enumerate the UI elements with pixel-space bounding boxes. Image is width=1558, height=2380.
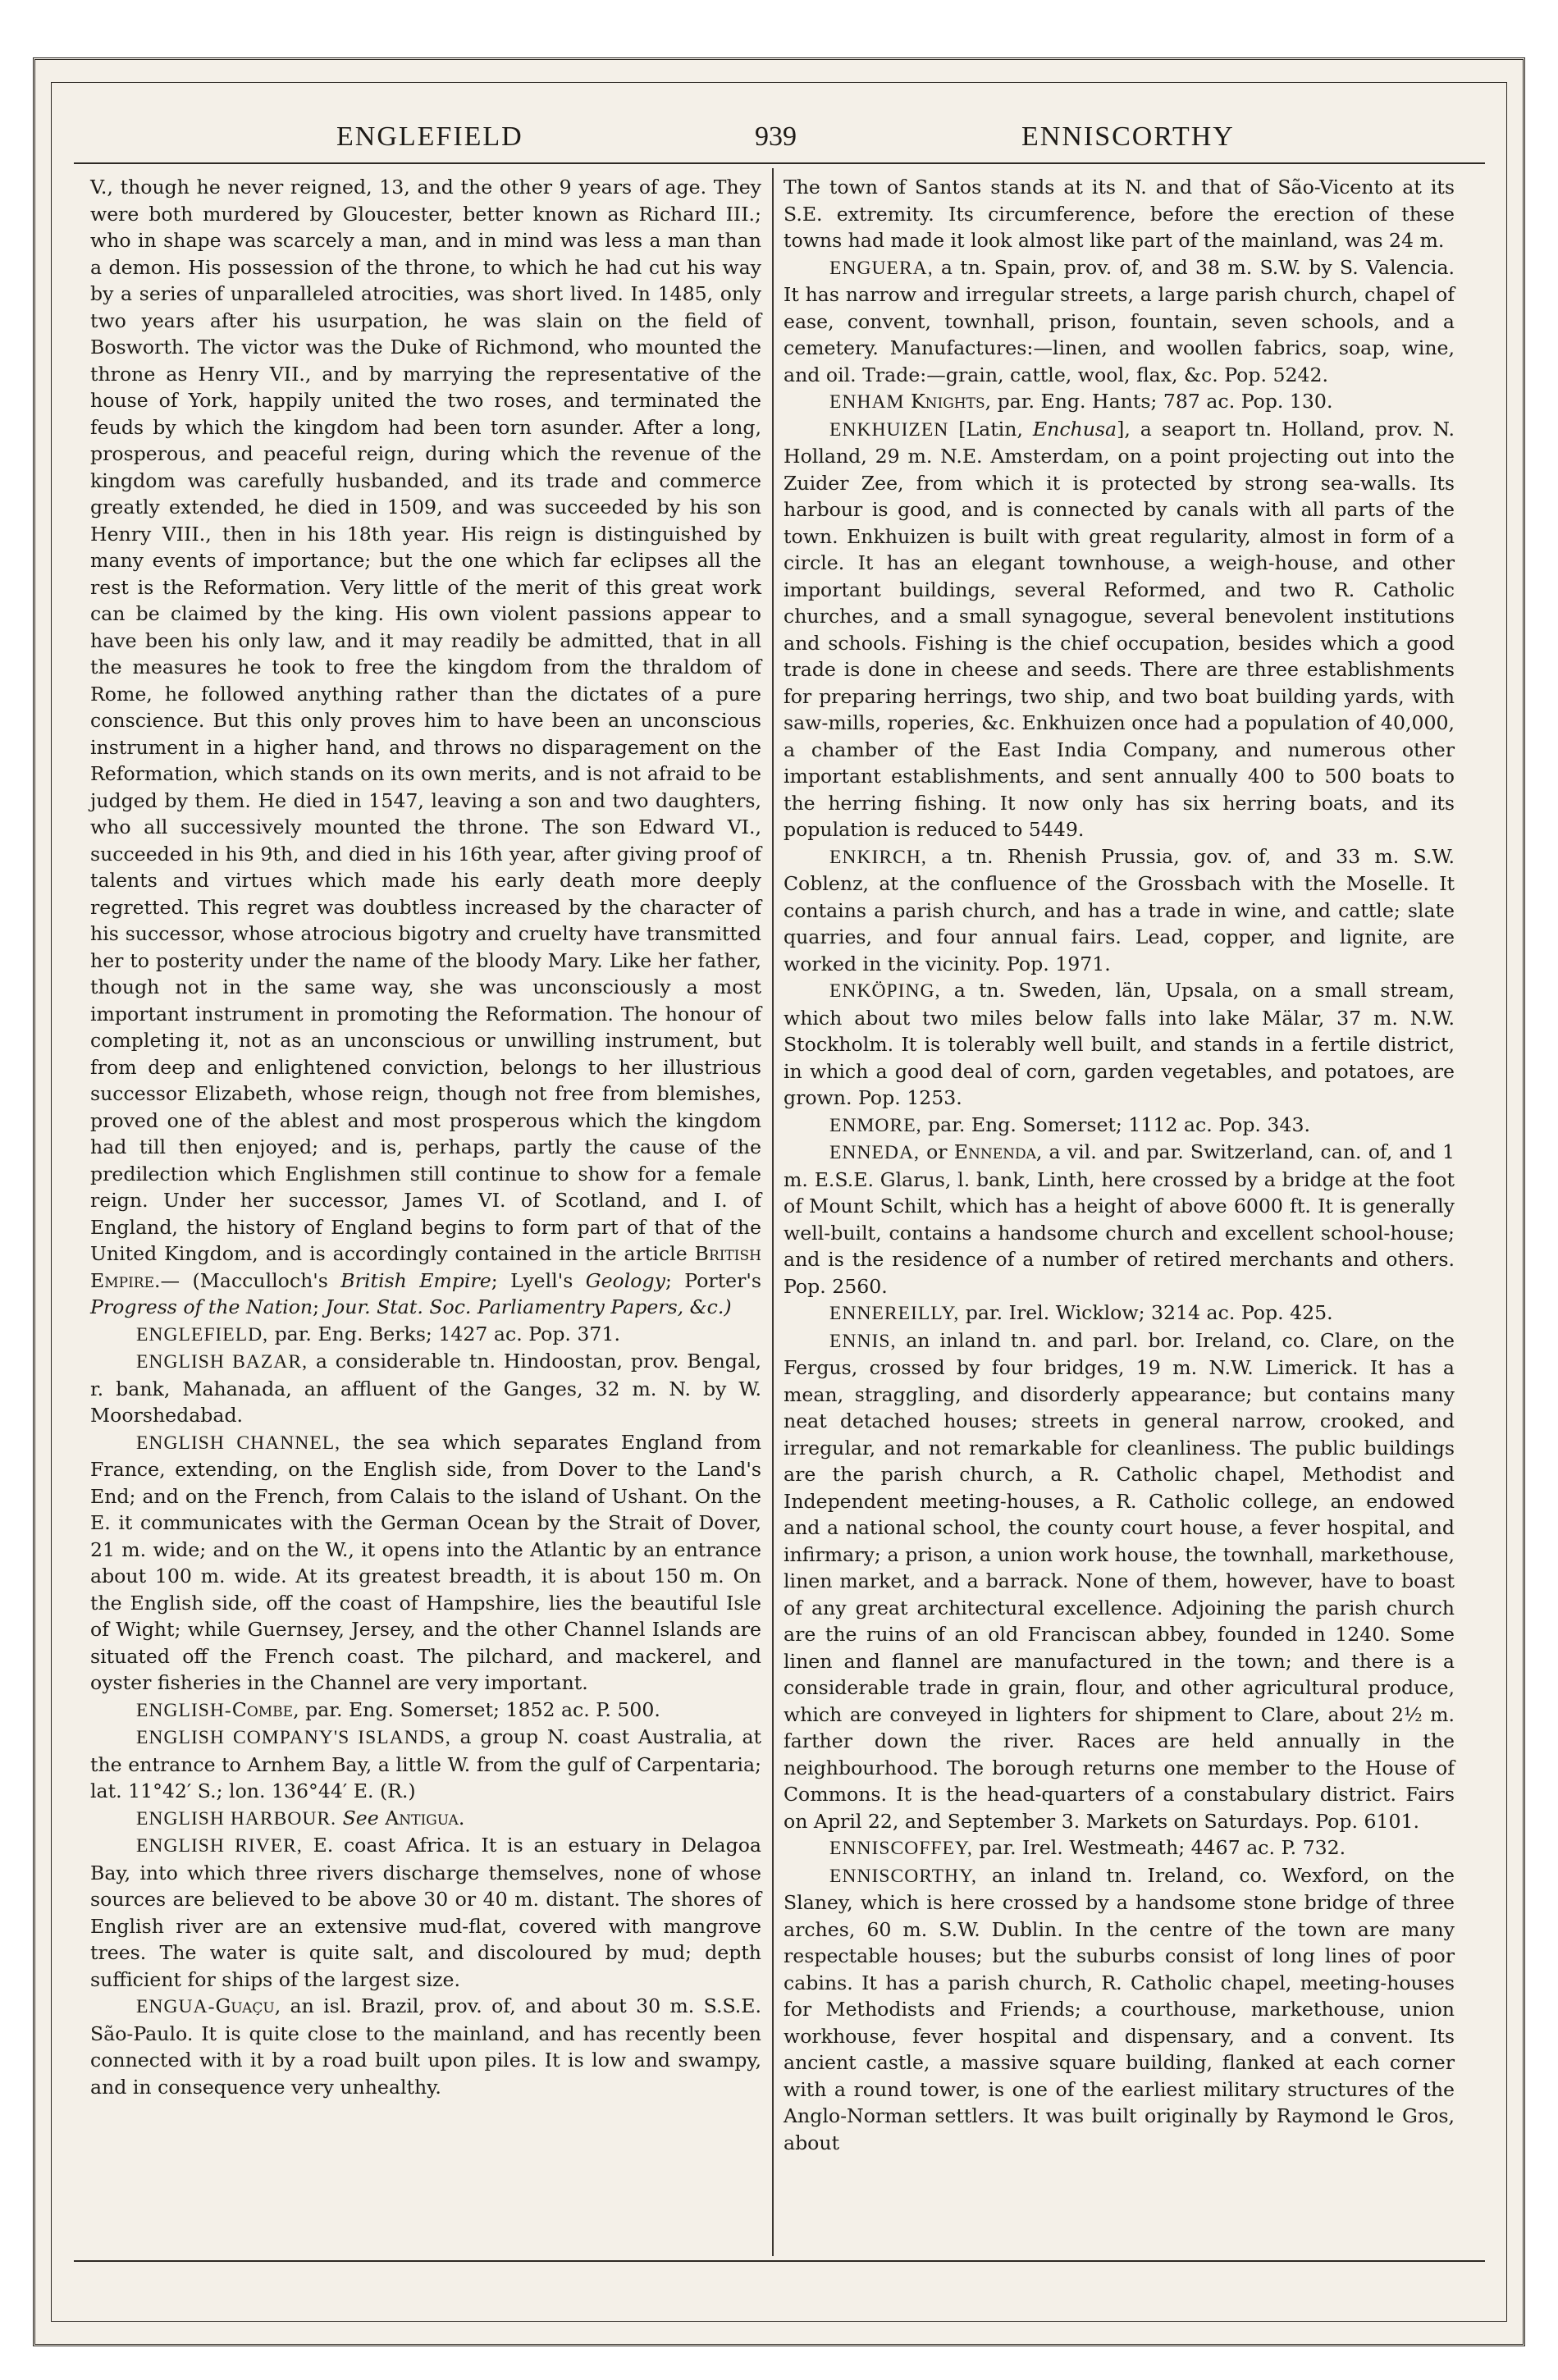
entry-headword: ENGLISH HARBOUR. bbox=[136, 1807, 337, 1830]
entry-enham-knights: ENHAM Knights, par. Eng. Hants; 787 ac. Pop. 130. bbox=[829, 390, 1333, 413]
entry-english-bazar: ENGLISH BAZAR, a considerable tn. Hindoostan, prov. Bengal, r. bank, Mahanada, an affluent of the Ganges, 32 m. N. by W. Moorshedabad. bbox=[90, 1350, 762, 1427]
entry-headword: ENGUERA, bbox=[829, 257, 934, 279]
entry-english-harbour: ENGLISH HARBOUR. See Antigua. bbox=[136, 1806, 465, 1830]
entry-english-combe: ENGLISH-Combe, par. Eng. Somerset; 1852 ac. P. 500. bbox=[136, 1697, 660, 1721]
entry-headword: ENMORE, bbox=[829, 1114, 922, 1136]
entry-ennis: ENNIS, an inland tn. and parl. bor. Ireland, co. Clare, on the Fergus, crossed by four bridges, 19 m. N.W. Limerick. It has a mean, straggling, and disorderly appearance; but contains many neat detached houses; streets in general narrow, crooked, and irregular, and not remarkable for cleanliness. The public buildings are the parish church, a R. Catholic chapel, Methodist and Independent meeting-houses, a R. Catholic college, an endowed and a national school, the county court house, a fever hospital, and infirmary; a prison, a union work house, the townhall, markethouse, linen market, and a barrack. None of them, however, have to boast of any great architectural excellence. Adjoining the parish church are the ruins of an old Franciscan abbey, founded in 1240. Some linen and flannel are manufactured in the town; and there is a considerable trade in grain, flour, and other agricultural produce, which are conveyed in lighters for shipment to Clare, about 2½ m. farther down the river. Races are held annually in the neighbourhood. The borough returns one member to the House of Commons. It is the head-quarters of a constabulary district. Fairs on April 22, and September 3. Markets on Saturdays. Pop. 6101. bbox=[784, 1328, 1455, 1833]
entry-headword: ENNEDA, bbox=[829, 1142, 920, 1163]
header-left-word: ENGLEFIELD bbox=[336, 121, 523, 152]
entry-headword: ENKIRCH, bbox=[829, 846, 927, 868]
entry-english-channel: ENGLISH CHANNEL, the sea which separates England from France, extending, on the English side, from Dover to the Land's End; and on the French, from Calais to the island of Ushant. On the E. it communicates with the German Ocean by the Strait of Dover, 21 m. wide; and on the W., it opens into the Atlantic by an entrance about 100 m. wide. At its greatest breadth, it is about 150 m. On the English side, off the coast of Hampshire, lies the beautiful Isle of Wight; while Guernsey, Jersey, and the other Channel Islands are situated off the French coast. The pilchard, and mackerel, and oyster fisheries in the Channel are very important. bbox=[90, 1430, 762, 1694]
entry-enniscorthy: ENNISCORTHY, an inland tn. Ireland, co. Wexford, on the Slaney, which is here crossed by a handsome stone bridge of three arches, 60 m. S.W. Dublin. In the centre of the town are many respectable houses; but the suburbs consist of long lines of poor cabins. It has a parish church, R. Catholic chapel, meeting-houses for Methodists and Friends; a courthouse, markethouse, union workhouse, fever hospital and dispensary, and a convent. Its ancient castle, a massive square building, flanked at each corner with a round tower, is one of the earliest military structures of the Anglo-Norman settlers. It was built originally by Raymond le Gros, about bbox=[784, 1863, 1455, 2154]
entry-enkoping: ENKÖPING, a tn. Sweden, län, Upsala, on a small stream, which about two miles below falls into lake Mälar, 37 m. N.W. Stockholm. It is tolerably well built, and stands in a fertile district, in which a good deal of corn, garden vegetables, and potatoes, are grown. Pop. 1253. bbox=[784, 979, 1455, 1109]
entry-headword: ENKHUIZEN bbox=[829, 418, 949, 441]
entry-enneda: ENNEDA, or Ennenda, a vil. and par. Switzerland, can. of, and 1 m. E.S.E. Glarus, l. bank, Linth, here crossed by a bridge at the foot of Mount Schilt, which has a height of above 6000 ft. It is generally well-built, contains a handsome church and excellent school-house; and is the residence of a number of retired merchants and others. Pop. 2560. bbox=[784, 1140, 1455, 1298]
entry-engua-guacu: ENGUA-Guaçu, an isl. Brazil, prov. of, and about 30 m. S.S.E. São-Paulo. It is quite close to the mainland, and has recently been connected with it by a road built upon piles. It is low and swampy, and in consequence very unhealthy. bbox=[90, 1994, 761, 2099]
entry-headword: ENNIS, bbox=[829, 1330, 897, 1352]
entry-ennereilly: ENNEREILLY, par. Irel. Wicklow; 3214 ac. Pop. 425. bbox=[829, 1301, 1333, 1324]
right-column bbox=[784, 174, 1455, 2156]
page-number: 939 bbox=[755, 121, 797, 152]
entry-englefield: ENGLEFIELD, par. Eng. Berks; 1427 ac. Pop. 371. bbox=[136, 1322, 620, 1345]
entry-enkhuizen: ENKHUIZEN [Latin, Enchusa], a seaport tn. Holland, prov. N. Holland, 29 m. N.E. Amsterdam, on a point projecting out into the Zuider Zee, from which it is protected by strong sea-walls. Its harbour is good, and is connected by canals with all parts of the town. Enkhuizen is built with great regularity, almost in form of a circle. It has an elegant townhouse, a weigh-house, and other important buildings, several Reformed, and two R. Catholic churches, and a small synagogue, several benevolent institutions and schools. Fishing is the chief occupation, besides which a good trade is done in cheese and seeds. There are three establishments for preparing herrings, two ship, and two boat building yards, with saw-mills, roperies, &c. Enkhuizen once had a population of 40,000, a chamber of the East India Company, and numerous other important establishments, and sent annually 400 to 500 boats to the herring fishing. It now only has six herring boats, and its population is reduced to 5449. bbox=[784, 417, 1455, 841]
footer-rule bbox=[74, 2260, 1485, 2262]
entry-enniscoffey: ENNISCOFFEY, par. Irel. Westmeath; 4467 ac. P. 732. bbox=[829, 1836, 1346, 1859]
entry-headword: ENGLISH- bbox=[136, 1699, 232, 1721]
header-rule bbox=[74, 162, 1485, 164]
cross-reference: Antigua. bbox=[385, 1806, 465, 1830]
entry-headword: ENKÖPING, bbox=[829, 980, 941, 1002]
entry-enkirch: ENKIRCH, a tn. Rhenish Prussia, gov. of, and 33 m. S.W. Coblenz, at the confluence of the Grossbach with the Moselle. It contains a parish church, and has a trade in wine, and cattle; slate quarries, and four annual fairs. Lead, copper, and lignite, are worked in the vicinity. Pop. 1971. bbox=[784, 844, 1455, 975]
left-column bbox=[90, 174, 761, 2100]
entry-english-companys-islands: ENGLISH COMPANY'S ISLANDS, a group N. coast Australia, at the entrance to Arnhem Bay, a little W. from the gulf of Carpentaria; lat. 11°42′ S.; lon. 136°44′ E. (R.) bbox=[90, 1725, 761, 1802]
entry-headword: ENGLEFIELD, bbox=[136, 1323, 269, 1345]
entry-headword: ENGLISH COMPANY'S ISLANDS, bbox=[136, 1727, 451, 1748]
entry-headword: ENGLISH BAZAR, bbox=[136, 1351, 308, 1373]
entry-headword: ENNISCOFFEY, bbox=[829, 1838, 973, 1859]
entry-england-continued: V., though he never reigned, 13, and the other 9 years of age. They were both murdered by Gloucester, better known as Richard III.; who in shape was scarcely a man, and in mind was less a man than a demon. His possession of the throne, to which he had cut his way by a series of unparalleled atrocities, was short lived. In 1485, only two years after his usurpation, he was slain on the field of Bosworth. The victor was the Duke of Richmond, who mounted the throne as Henry VII., and by marrying the representative of the house of York, happily united the two roses, and terminated the feuds by which the kingdom had been torn asunder. After a long, prosperous, and peaceful reign, during which the revenue of the kingdom was carefully husbanded, and its trade and commerce greatly extended, he died in 1509, and was succeeded by his son Henry VIII., then in his 18th year. His reign is distinguished by many events of importance; but the one which far eclipses all the rest is the Reformation. Very little of the merit of this great work can be claimed by the king. His own violent passions appear to have been his only law, and it may readily be admitted, that in all the measures he took to free the kingdom from the thraldom of Rome, he followed anything rather than the dictates of a pure conscience. But this only proves him to have been an unconscious instrument in a higher hand, and throws no disparagement on the Reformation, which stands on its own merits, and is not afraid to be judged by them. He died in 1547, leaving a son and two daughters, who all successively mounted the throne. The son Edward VI., succeeded in his 9th, and died in his 16th year, after giving proof of talents and virtues which made his early death more deeply regretted. This regret was doubtless increased by the character of his successor, whose atrocious bigotry and cruelty have transmitted her to posterity under the name of the bloody Mary. Like her father, though not in the same way, she was unconsciously a most important instrument in promoting the Reformation. The honour of completing it, not as an unconscious or unwilling instrument, but from deep and enlightened conviction, belongs to her illustrious successor Elizabeth, whose reign, though not free from blemishes, proved one of the ablest and most prosperous which the kingdom had till then enjoyed; and is, perhaps, partly the cause of the predilection which Englishmen still continue to show for a female reign. Under her successor, James VI. of Scotland, and I. of England, the history of England begins to form part of that of the United Kingdom, and is accordingly contained in the article British Empire.— (Macculloch's British Empire; Lyell's Geology; Porter's Progress of the Nation; Jour. Stat. Soc. Parliamentry Papers, &c.) bbox=[90, 176, 762, 1318]
entry-english-river: ENGLISH RIVER, E. coast Africa. It is an estuary in Delagoa Bay, into which three rivers discharge themselves, none of whose sources are believed to be above 30 or 40 m. distant. The shores of English river are an extensive mud-flat, covered with mangrove trees. The water is quite salt, and discoloured by mud; depth sufficient for ships of the largest size. bbox=[90, 1834, 761, 1991]
entry-headword: ENGUA- bbox=[136, 1996, 216, 2017]
entry-headword: ENHAM bbox=[829, 391, 905, 413]
cross-reference: British Empire. bbox=[90, 1242, 761, 1292]
entry-headword: ENNISCORTHY, bbox=[829, 1865, 977, 1887]
entry-headword: ENGLISH CHANNEL, bbox=[136, 1432, 341, 1454]
entry-headword: ENGLISH RIVER, bbox=[136, 1835, 303, 1857]
entry-engua-guacu-continued: The town of Santos stands at its N. and that of São-Vicento at its S.E. extremity. Its circumference, before the erection of these towns had made it look almost like part of the mainland, was 24 m. bbox=[784, 176, 1455, 252]
running-header bbox=[57, 115, 1501, 164]
header-right-word: ENNISCORTHY bbox=[1021, 121, 1235, 152]
entry-enmore: ENMORE, par. Eng. Somerset; 1112 ac. Pop. 343. bbox=[829, 1112, 1310, 1136]
entry-enguera: ENGUERA, a tn. Spain, prov. of, and 38 m. S.W. by S. Valencia. It has narrow and irregular streets, a large parish church, chapel of ease, convent, townhall, prison, fountain, seven schools, and a cemetery. Manufactures:—linen, and woollen fabrics, soap, wine, and oil. Trade:—grain, cattle, wool, flax, &c. Pop. 5242. bbox=[784, 255, 1455, 386]
column-divider bbox=[772, 168, 774, 2256]
entry-headword: ENNEREILLY, bbox=[829, 1303, 960, 1324]
